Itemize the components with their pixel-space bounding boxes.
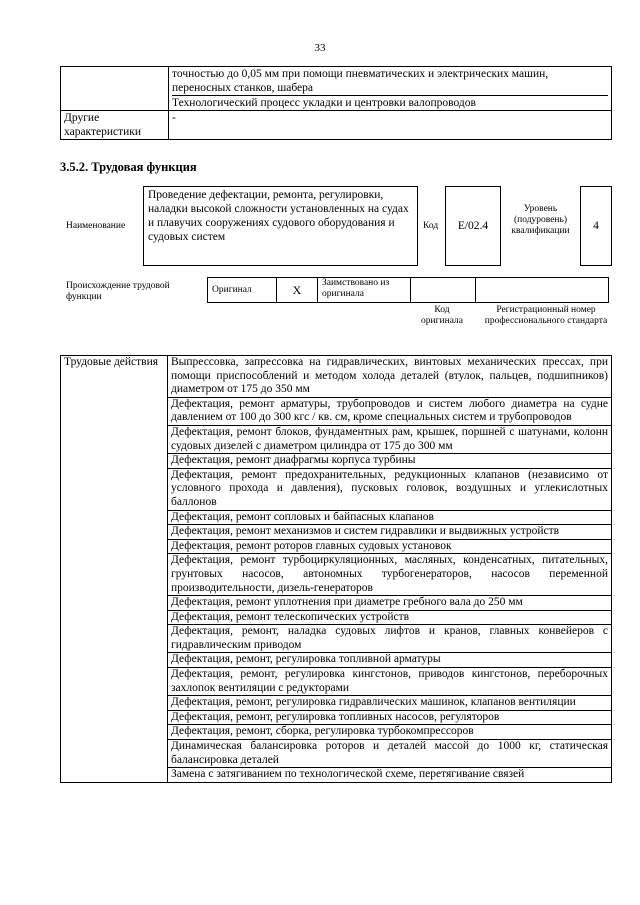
function-code-box: E/02.4 xyxy=(445,186,501,266)
other-label-line-2: характеристики xyxy=(64,126,142,138)
other-label-line-1: Другие xyxy=(64,112,100,124)
reg-number-label: Регистрационный номер профессионального стандарта xyxy=(484,305,608,326)
skills-line-1: точностью до 0,05 мм при помощи пневматических и электрических машин, xyxy=(172,68,549,80)
table-row xyxy=(61,111,612,140)
labor-action-item: Дефектация, ремонт предохранительных, редукционных клапанов (независимо от условного прохода и давления), пусковых головок, воздушных и углекислотных баллонов xyxy=(168,468,612,510)
labor-action-item: Дефектация, ремонт сопловых и байпасных клапанов xyxy=(168,510,612,525)
original-label: Оригинал xyxy=(208,278,277,303)
level-label: Уровень (подуровень) квалификации xyxy=(511,204,570,236)
labor-action-item: Дефектация, ремонт турбоциркуляционных, масляных, конденсатных, питательных, грунтовых насосов, автономных турбогенераторов, насосов переменной производительности, дизель-генераторов xyxy=(168,554,612,596)
labor-action-item: Дефектация, ремонт, сборка, регулировка турбокомпрессоров xyxy=(168,725,612,740)
skills-line-2: переносных станков, шабера xyxy=(172,81,608,96)
labor-action-item: Выпрессовка, запрессовка на гидравлических, винтовых механических прессах, при помощи приспособлений и методом холода деталей (втулок, пальцев, подшипников) диаметром от 175 до 350 мм xyxy=(168,356,612,398)
labor-action-item: Дефектация, ремонт арматуры, трубопроводов и систем любого диаметра на судне давлением от 100 до 300 кгс / кв. см, кроме специальных систем и трубопроводов xyxy=(168,397,612,425)
labor-action-item: Замена с затягиванием по технологической схеме, перетягивание связей xyxy=(168,768,612,783)
origin-label: Происхождение трудовой функции xyxy=(66,281,170,302)
borrowed-label: Заимствовано из оригинала xyxy=(318,278,411,303)
code-original-label: Код оригинала xyxy=(421,305,463,326)
function-name-box: Проведение дефектации, ремонта, регулировки, наладки высокой сложности установленных на судах и плавучих сооружениях судового оборудования и судовых систем xyxy=(143,186,418,266)
labor-action-item: Дефектация, ремонт, регулировка топливной арматуры xyxy=(168,653,612,668)
table-row xyxy=(61,67,612,111)
labor-action-item: Дефектация, ремонт телескопических устройств xyxy=(168,610,612,625)
code-label: Код xyxy=(423,221,439,231)
labor-action-item: Дефектация, ремонт механизмов и систем гидравлики и выдвижных устройств xyxy=(168,525,612,540)
top-continuation-table xyxy=(60,66,612,140)
table-row xyxy=(61,356,612,398)
labor-action-item: Дефектация, ремонт диафрагмы корпуса турбины xyxy=(168,454,612,469)
labor-action-item: Динамическая балансировка роторов и деталей массой до 1000 кг, статическая балансировка деталей xyxy=(168,740,612,768)
level-box: 4 xyxy=(580,186,612,266)
skills-line-3: Технологический процесс укладки и центровки валопроводов xyxy=(172,97,476,109)
labor-action-item: Дефектация, ремонт блоков, фундаментных рам, крышек, поршней с шатунами, колонн судовых дизелей с диаметром цилиндра от 175 до 300 мм xyxy=(168,425,612,453)
other-characteristics-label xyxy=(61,111,169,140)
page-number: 33 xyxy=(314,42,326,54)
labor-action-item: Дефектация, ремонт, регулировка топливных насосов, регуляторов xyxy=(168,710,612,725)
original-mark: X xyxy=(277,278,318,303)
labor-action-item: Дефектация, ремонт уплотнения при диаметре гребного вала до 250 мм xyxy=(168,596,612,611)
labor-action-item: Дефектация, ремонт роторов главных судовых установок xyxy=(168,539,612,554)
labor-actions-table xyxy=(60,355,612,783)
other-characteristics-value: - xyxy=(169,111,612,140)
name-label: Наименование xyxy=(66,221,126,231)
labor-action-item: Дефектация, ремонт, регулировка кингстонов, приводов кингстонов, переборочных захлопок вентиляции с редукторами xyxy=(168,668,612,696)
labor-action-item: Дефектация, ремонт, наладка судовых лифтов и кранов, главных конвейеров с гидравлическим приводом xyxy=(168,625,612,653)
section-title: 3.5.2. Трудовая функция xyxy=(60,160,197,174)
code-original-cell xyxy=(411,278,476,303)
labor-action-item: Дефектация, ремонт, регулировка гидравлических машинок, клапанов вентиляции xyxy=(168,696,612,711)
reg-number-cell xyxy=(476,278,609,303)
table-row xyxy=(208,278,609,303)
empty-label-cell xyxy=(61,67,169,111)
labor-actions-label: Трудовые действия xyxy=(61,356,168,783)
origin-table xyxy=(207,277,609,303)
skills-cell xyxy=(169,67,612,111)
